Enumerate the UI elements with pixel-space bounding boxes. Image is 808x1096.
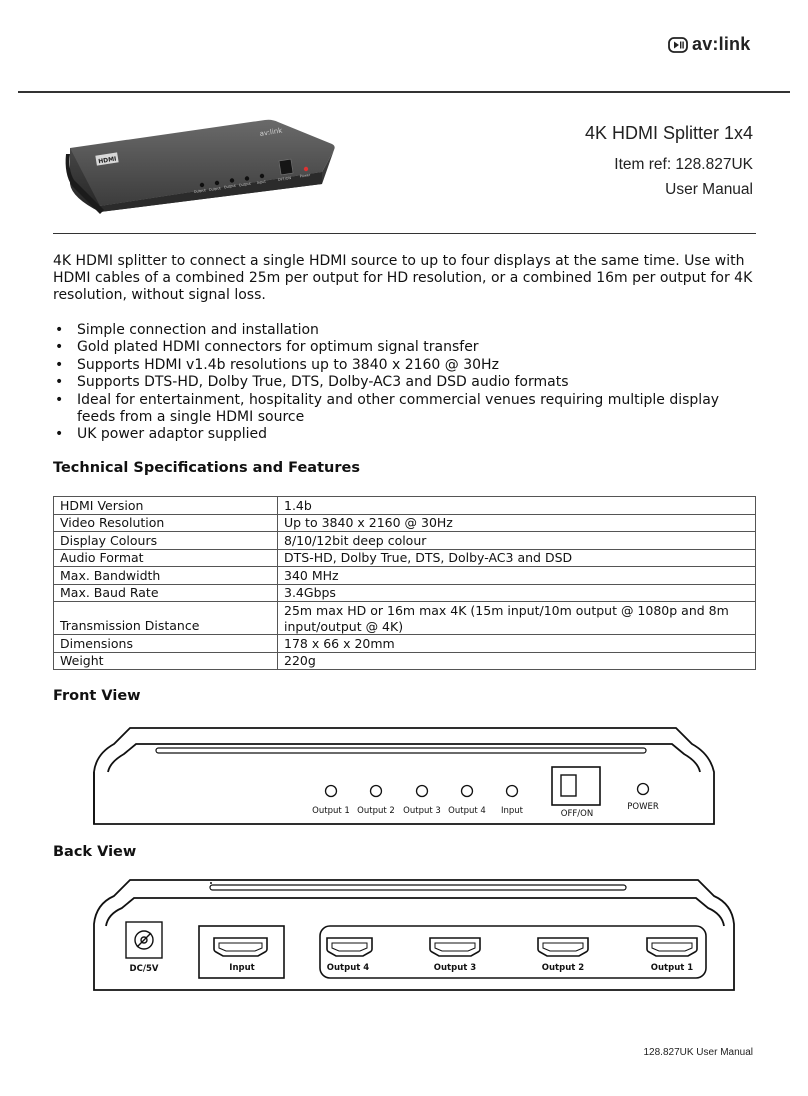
spec-label: Audio Format bbox=[54, 549, 278, 567]
spec-label: Weight bbox=[54, 652, 278, 670]
play-logo-icon bbox=[668, 37, 688, 53]
brand-logo bbox=[668, 34, 750, 55]
table-row bbox=[54, 532, 756, 550]
spec-label: Transmission Distance bbox=[54, 602, 278, 635]
front-power-label: POWER bbox=[627, 802, 659, 812]
back-view-heading: Back View bbox=[53, 844, 137, 860]
spec-value: 340 MHz bbox=[278, 567, 756, 585]
feature-item: • Supports DTS-HD, Dolby True, DTS, Dolby-AC3 and DSD audio formats bbox=[53, 374, 753, 391]
photo-port-label: Output bbox=[223, 183, 237, 190]
front-led-label: Output 2 bbox=[357, 806, 395, 816]
spec-label: HDMI Version bbox=[54, 497, 278, 515]
feature-item: • Gold plated HDMI connectors for optimum signal transfer bbox=[53, 339, 753, 356]
table-row bbox=[54, 652, 756, 670]
spec-value: 220g bbox=[278, 652, 756, 670]
spec-label: Display Colours bbox=[54, 532, 278, 550]
feature-item: • UK power adaptor supplied bbox=[53, 426, 753, 443]
photo-port-label: Output bbox=[208, 186, 222, 192]
front-view-diagram bbox=[90, 724, 718, 830]
spec-value: 178 x 66 x 20mm bbox=[278, 635, 756, 653]
front-led-label: Input bbox=[500, 806, 524, 816]
photo-port-label: Output bbox=[193, 188, 207, 194]
spec-label: Max. Bandwidth bbox=[54, 567, 278, 585]
back-output-label: Output 2 bbox=[541, 963, 585, 973]
feature-item: • Supports HDMI v1.4b resolutions up to 3840 x 2160 @ 30Hz bbox=[53, 357, 753, 374]
intro-paragraph: 4K HDMI splitter to connect a single HDMI source to up to four displays at the same time. Use with HDMI cables of a combined 25m per output for HD resolution, or a combined 16m per output for 4K resolution, without signal loss. bbox=[53, 253, 753, 303]
page-footer: 128.827UK User Manual bbox=[643, 1047, 753, 1058]
page-title: 4K HDMI Splitter 1x4 bbox=[584, 123, 753, 143]
spec-value: Up to 3840 x 2160 @ 30Hz bbox=[278, 514, 756, 532]
back-view-diagram bbox=[90, 876, 740, 996]
back-output-label: Output 3 bbox=[433, 963, 477, 973]
photo-power-led bbox=[304, 167, 308, 171]
spec-value: DTS-HD, Dolby True, DTS, Dolby-AC3 and DSD bbox=[278, 549, 756, 567]
back-output-label: Output 1 bbox=[650, 963, 694, 973]
doc-type: User Manual bbox=[665, 181, 753, 198]
photo-power-label: Power bbox=[299, 172, 311, 179]
table-row bbox=[54, 567, 756, 585]
feature-item: • Simple connection and installation bbox=[53, 322, 753, 339]
header-rule bbox=[53, 233, 756, 234]
spec-label: Max. Baud Rate bbox=[54, 584, 278, 602]
feature-list bbox=[53, 322, 753, 444]
specs-table bbox=[53, 496, 756, 670]
table-row bbox=[54, 497, 756, 515]
back-input-label: Input bbox=[229, 963, 255, 973]
table-row bbox=[54, 584, 756, 602]
spec-value: 1.4b bbox=[278, 497, 756, 515]
table-row bbox=[54, 602, 756, 635]
back-dc-label: DC/5V bbox=[129, 964, 159, 974]
front-led-label: Output 3 bbox=[403, 806, 441, 816]
spec-value: 8/10/12bit deep colour bbox=[278, 532, 756, 550]
spec-value: 25m max HD or 16m max 4K (15m input/10m output @ 1080p and 8m input/output @ 4K) bbox=[278, 602, 756, 635]
photo-brand-label: av:link bbox=[259, 126, 283, 138]
photo-hdmi-label: HDMI bbox=[97, 155, 117, 166]
front-led-label: Output 4 bbox=[448, 806, 486, 816]
table-row bbox=[54, 514, 756, 532]
top-rule bbox=[18, 91, 790, 93]
front-switch-label: OFF/ON bbox=[560, 809, 594, 819]
product-photo bbox=[60, 114, 340, 220]
brand-name: av:link bbox=[692, 34, 751, 54]
table-row bbox=[54, 549, 756, 567]
table-row bbox=[54, 635, 756, 653]
item-ref: Item ref: 128.827UK bbox=[614, 156, 753, 173]
photo-port-label: Input bbox=[256, 179, 267, 185]
spec-label: Dimensions bbox=[54, 635, 278, 653]
front-view-heading: Front View bbox=[53, 688, 141, 704]
back-output-label: Output 4 bbox=[326, 963, 370, 973]
spec-label: Video Resolution bbox=[54, 514, 278, 532]
photo-switch-label: OFF/ON bbox=[277, 175, 292, 182]
spec-value: 3.4Gbps bbox=[278, 584, 756, 602]
photo-power-switch bbox=[279, 159, 293, 175]
feature-item: • Ideal for entertainment, hospitality and other commercial venues requiring multiple display feeds from a single HDMI source bbox=[53, 392, 753, 427]
specs-heading: Technical Specifications and Features bbox=[53, 460, 360, 476]
front-led-label: Output 1 bbox=[312, 806, 350, 816]
photo-port-label: Output bbox=[238, 181, 252, 188]
